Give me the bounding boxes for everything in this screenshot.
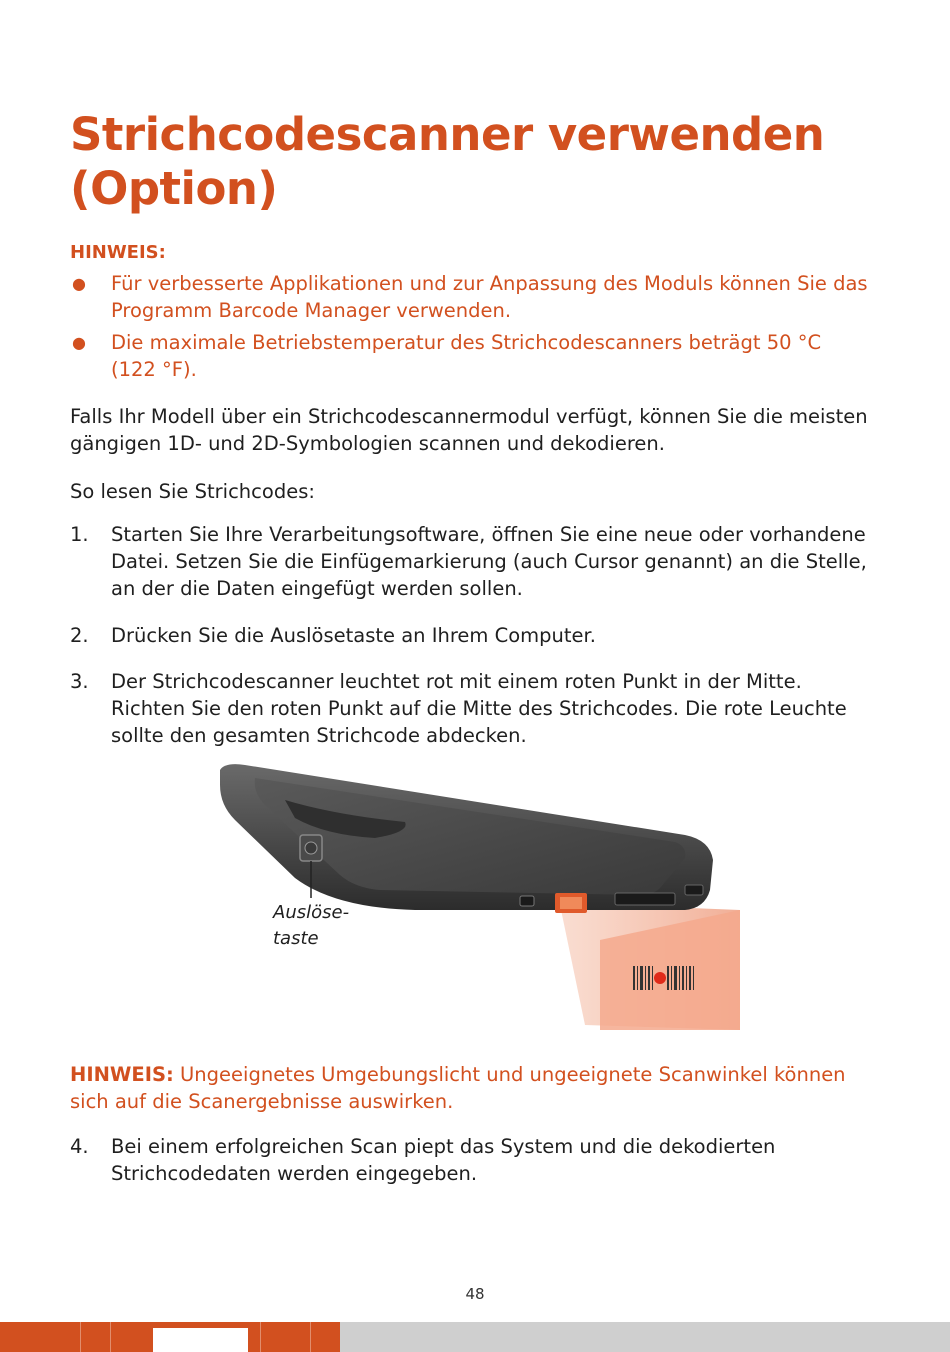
- step-item: 4. Bei einem erfolgreichen Scan piept das System und die dekodierten Strichcodedaten werden eingegeben.: [70, 1135, 776, 1185]
- howto-paragraph: So lesen Sie Strichcodes:: [70, 480, 315, 503]
- page-number: 48: [465, 1285, 485, 1303]
- steps-list: [70, 521, 870, 749]
- card-slot-icon: [615, 893, 675, 905]
- scanner-lens: [560, 897, 582, 909]
- steps-list-continued: [70, 1133, 870, 1187]
- red-aim-dot: [654, 972, 666, 984]
- footer-tick: [110, 1322, 111, 1352]
- footer-tick: [80, 1322, 81, 1352]
- footer-bar: [0, 1322, 950, 1352]
- footer-tick: [260, 1322, 261, 1352]
- bullet-icon: ●: [72, 274, 86, 293]
- intro-paragraph: Falls Ihr Modell über ein Strichcodescannermodul verfügt, können Sie die meisten gängigen 1D- und 2D-Symbologien scannen und dekodieren.: [70, 405, 868, 455]
- note-heading: HINWEIS:: [70, 242, 166, 263]
- connector-icon: [685, 885, 703, 895]
- step-item: 2. Drücken Sie die Auslösetaste an Ihrem Computer.: [70, 624, 596, 647]
- step-item: 3. Der Strichcodescanner leuchtet rot mit einem roten Punkt in der Mitte. Richten Sie den roten Punkt auf die Mitte des Strichcodes. Die rote Leuchte sollte den gesamten Strichcode abdecken.: [70, 670, 847, 747]
- trigger-callout: Auslöse- taste: [273, 902, 350, 949]
- note-paragraph: HINWEIS: Ungeeignetes Umgebungslicht und ungeeignete Scanwinkel können sich auf die Scanergebnisse auswirken.: [70, 1063, 846, 1113]
- port-icon: [520, 896, 534, 906]
- note-item: ● Die maximale Betriebstemperatur des Strichcodescanners beträgt 50 °C (122 °F).: [72, 331, 822, 381]
- page-title: Strichcodescanner verwenden (Option): [70, 108, 825, 215]
- trigger-button-center: [305, 842, 317, 854]
- step-item: 1. Starten Sie Ihre Verarbeitungsoftware, öffnen Sie eine neue oder vorhandene Datei. Setzen Sie die Einfügemarkierung (auch Cursor genannt) an die Stelle, an der die Daten eingefügt werden sollen.: [70, 523, 867, 600]
- note-list: [70, 270, 870, 388]
- footer-tick: [310, 1322, 311, 1352]
- bullet-icon: ●: [72, 333, 86, 352]
- note-item: ● Für verbesserte Applikationen und zur Anpassung des Moduls können Sie das Programm Barcode Manager verwenden.: [72, 272, 868, 322]
- footer-highlight: [153, 1328, 248, 1352]
